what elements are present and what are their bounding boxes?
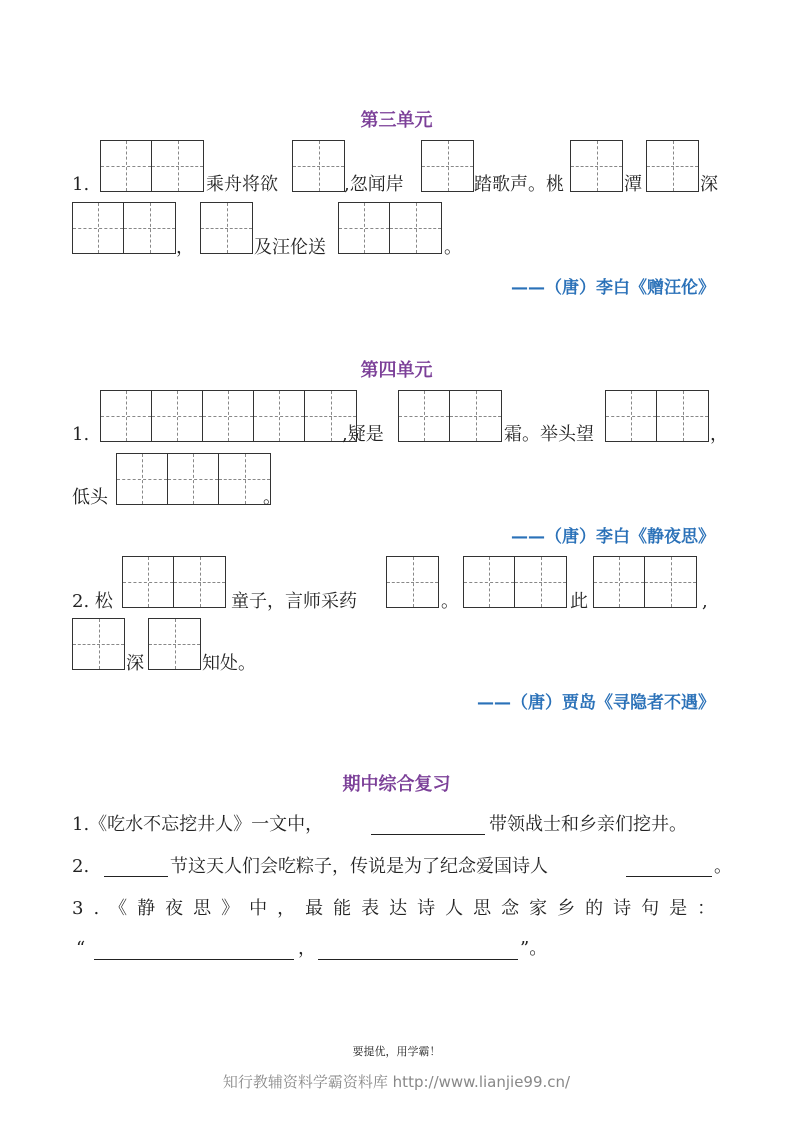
answer-boxes[interactable] — [646, 140, 699, 192]
unit4-text: 。 — [263, 487, 281, 508]
answer-boxes[interactable] — [72, 202, 176, 254]
answer-boxes[interactable] — [148, 618, 201, 670]
midterm-q2-text: 节这天人们会吃粽子，传说是为了纪念爱国诗人 — [170, 856, 548, 877]
answer-boxes[interactable] — [200, 202, 253, 254]
answer-boxes[interactable] — [605, 390, 709, 442]
unit4-text: 。 — [441, 591, 459, 612]
footer-site-link[interactable]: 知行教辅资料学霸资料库 http://www.lianjie99.cn/ — [222, 1073, 571, 1091]
answer-boxes[interactable] — [570, 140, 623, 192]
unit4-text: 此 — [570, 591, 588, 612]
midterm-heading: 期中综合复习 — [342, 774, 451, 795]
unit3-text: 踏歌声。桃 — [474, 174, 564, 195]
answer-boxes[interactable] — [421, 140, 474, 192]
unit4-text: ,疑是 — [342, 424, 384, 445]
midterm-q1-text: 1.《吃水不忘挖井人》一文中， — [72, 814, 324, 835]
answer-blank[interactable] — [626, 875, 712, 877]
unit4-text: 低头 — [72, 487, 108, 508]
unit4-text: 深 — [126, 653, 144, 674]
unit4-q1-number: 1. — [72, 424, 90, 445]
answer-boxes[interactable] — [338, 202, 442, 254]
answer-boxes[interactable] — [122, 556, 226, 608]
answer-boxes[interactable] — [292, 140, 345, 192]
midterm-q3-text: “ — [76, 938, 86, 959]
unit3-text: 深 — [700, 174, 718, 195]
answer-boxes[interactable] — [593, 556, 697, 608]
unit4-q2-attribution: ——（唐）贾岛《寻隐者不遇》 — [477, 693, 715, 713]
unit4-heading: 第四单元 — [360, 360, 433, 381]
unit4-text: 童子，言师采药 — [231, 591, 357, 612]
unit3-attribution: ——（唐）李白《赠汪伦》 — [511, 278, 715, 298]
unit4-text: 霜。举头望 — [504, 424, 594, 445]
unit3-text: 潭 — [624, 174, 642, 195]
unit3-text: ， — [176, 237, 194, 258]
answer-blank[interactable] — [94, 958, 294, 960]
unit3-heading: 第三单元 — [360, 110, 433, 131]
answer-blank[interactable] — [104, 875, 168, 877]
unit3-text: 及汪伦送 — [254, 237, 326, 258]
answer-blank[interactable] — [318, 958, 518, 960]
answer-boxes[interactable] — [386, 556, 439, 608]
unit3-text: ,忽闻岸 — [344, 174, 404, 195]
answer-boxes[interactable] — [463, 556, 567, 608]
answer-boxes[interactable] — [398, 390, 502, 442]
midterm-q3-text: 3.《静夜思》中，最能表达诗人思念家乡的诗句是： — [72, 898, 726, 919]
unit4-q1-attribution: ——（唐）李白《静夜思》 — [511, 527, 715, 547]
midterm-q1-text: 带领战士和乡亲们挖井。 — [489, 814, 687, 835]
answer-boxes[interactable] — [100, 140, 204, 192]
unit4-q2-number: 2. 松 — [72, 591, 113, 612]
unit4-text: 知处。 — [202, 653, 256, 674]
midterm-q2-number: 2. — [72, 856, 90, 877]
unit4-text: ， — [710, 424, 728, 445]
answer-boxes[interactable] — [72, 618, 125, 670]
answer-boxes[interactable] — [100, 390, 357, 442]
footer-slogan: 要提优，用学霸！ — [352, 1045, 441, 1058]
midterm-q2-text: 。 — [714, 856, 732, 877]
midterm-q3-text: ”。 — [520, 938, 548, 959]
answer-blank[interactable] — [371, 833, 485, 835]
midterm-q3-text: ， — [298, 938, 316, 959]
unit4-text: , — [702, 591, 708, 612]
answer-boxes[interactable] — [116, 453, 271, 505]
unit3-text: 。 — [444, 237, 462, 258]
unit3-q1-number: 1. — [72, 174, 90, 195]
unit3-text: 乘舟将欲 — [206, 174, 278, 195]
